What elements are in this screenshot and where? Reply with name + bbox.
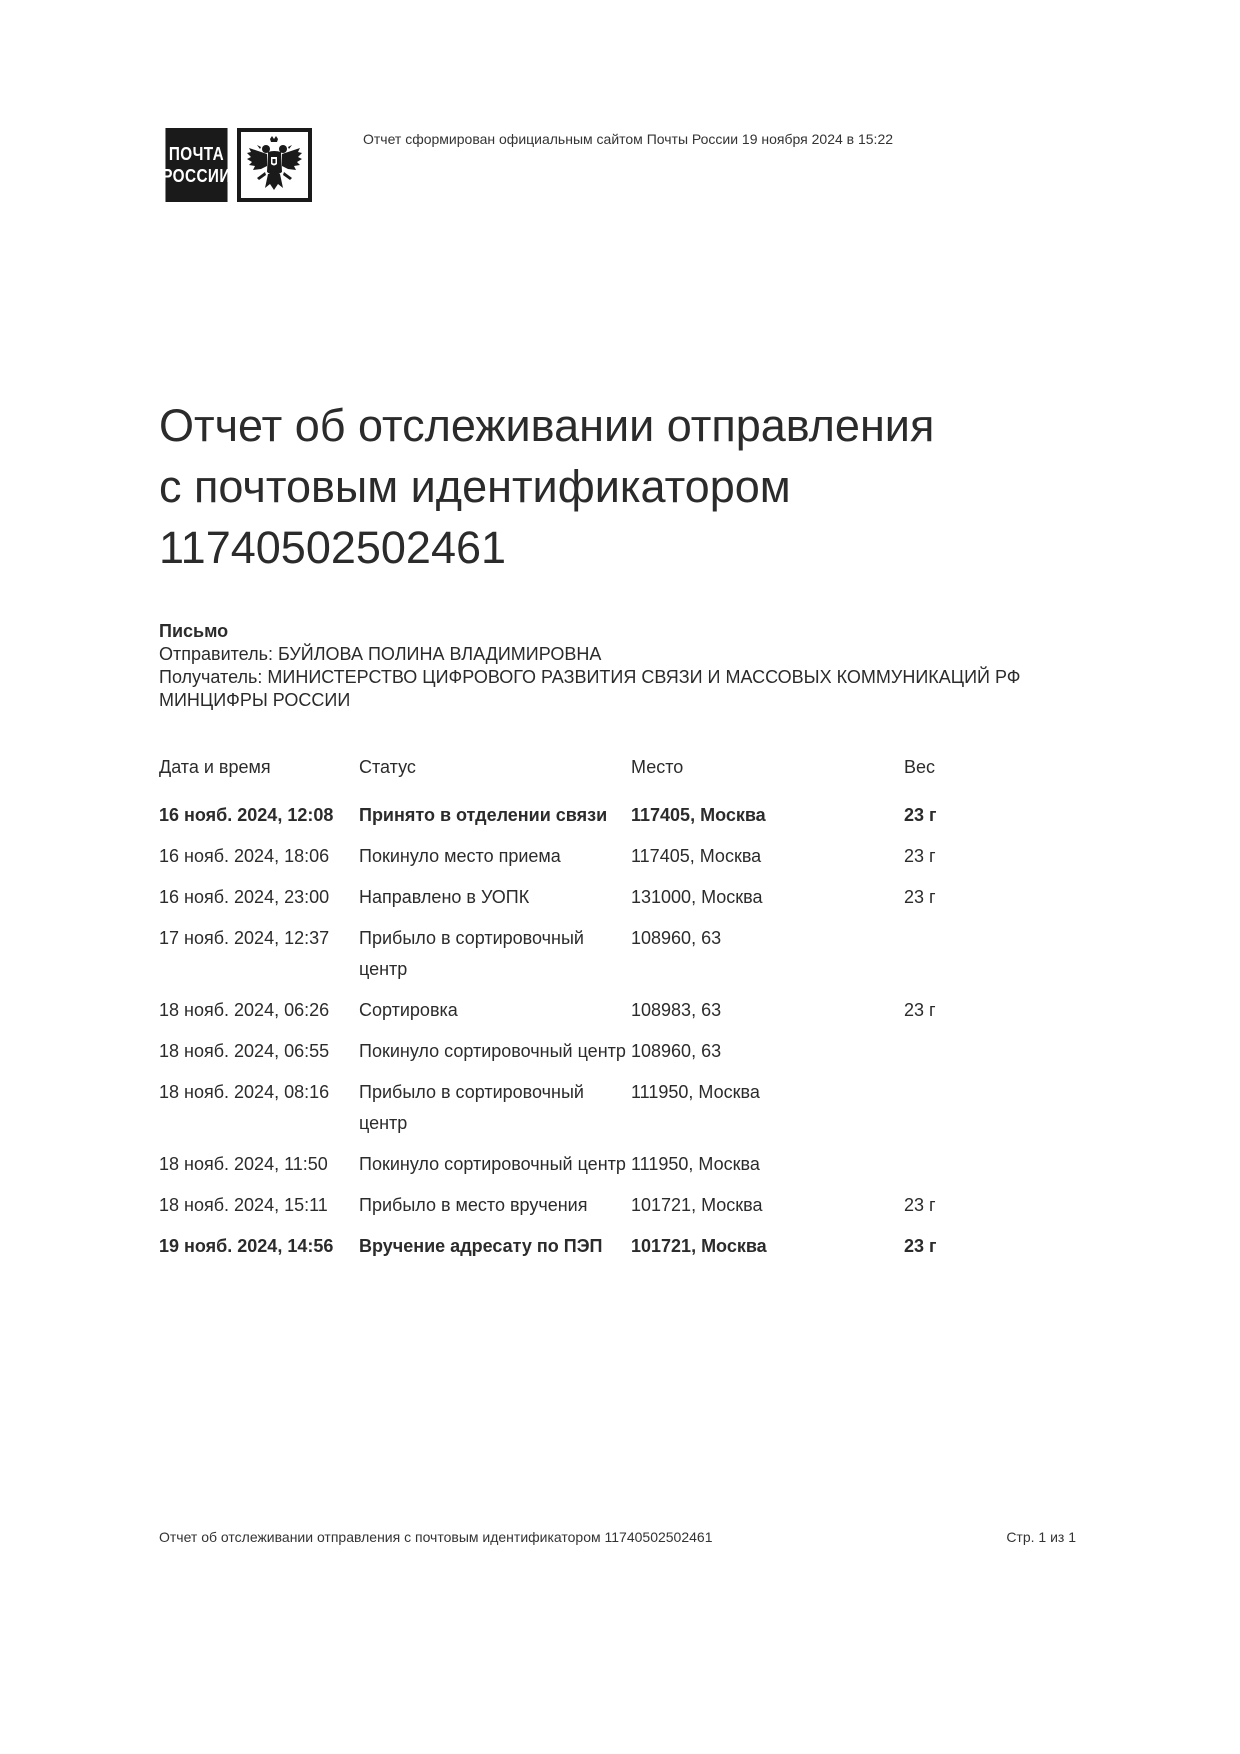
header-date: Дата и время: [159, 757, 271, 777]
header-place: Место: [631, 757, 684, 777]
row-place: 108983, 63: [631, 1000, 722, 1020]
header-weight: Вес: [904, 757, 936, 777]
footer-page-number: Стр. 1 из 1: [1006, 1529, 1076, 1545]
table-row: [159, 1231, 1059, 1262]
row-weight: 23 г: [904, 805, 937, 825]
tracking-number: 11740502502461: [159, 522, 507, 573]
sender: Отправитель: БУЙЛОВА ПОЛИНА ВЛАДИМИРОВНА: [159, 644, 602, 664]
row-place: 131000, Москва: [631, 887, 763, 907]
page-title: [159, 395, 1139, 578]
row-place: 108960, 63: [631, 928, 722, 948]
table-row: [159, 882, 1059, 913]
pochta-rossii-logo: [160, 128, 312, 202]
eagle-emblem-icon: [237, 128, 312, 202]
row-weight: 23 г: [904, 887, 936, 907]
row-status: Принято в отделении связи: [359, 805, 608, 825]
row-place: 117405, Москва: [631, 805, 766, 825]
row-status: Покинуло сортировочный центр: [359, 1154, 626, 1174]
row-date: 18 нояб. 2024, 06:55: [159, 1041, 330, 1061]
recipient-line-1: Получатель: МИНИСТЕРСТВО ЦИФРОВОГО РАЗВИТИЯ СВЯЗИ И МАССОВЫХ КОММУНИКАЦИЙ РФ: [159, 667, 1021, 687]
row-date: 17 нояб. 2024, 12:37: [159, 928, 330, 948]
row-place: 111950, Москва: [631, 1082, 760, 1102]
row-date: 19 нояб. 2024, 14:56: [159, 1236, 334, 1256]
recipient-line-2: МИНЦИФРЫ РОССИИ: [159, 690, 351, 710]
table-row: [159, 1190, 1059, 1221]
table-row: [159, 995, 1059, 1026]
row-place: 111950, Москва: [631, 1154, 760, 1174]
table-row: [159, 841, 1059, 872]
logo-line-1: ПОЧТА: [168, 144, 225, 164]
row-status: Вручение адресату по ПЭП: [359, 1236, 603, 1256]
row-weight: 23 г: [904, 846, 936, 866]
row-place: 108960, 63: [631, 1041, 722, 1061]
row-date: 18 нояб. 2024, 15:11: [159, 1195, 328, 1215]
table-row: [159, 1036, 1059, 1067]
table-header: [159, 756, 1059, 800]
tracking-table: [159, 756, 1059, 1272]
row-date: 16 нояб. 2024, 23:00: [159, 887, 330, 907]
report-generated-note: Отчет сформирован официальным сайтом Почты России 19 ноября 2024 в 15:22: [363, 131, 894, 147]
table-row: [159, 1149, 1059, 1180]
row-status: Прибыло в сортировочный центр: [359, 928, 584, 979]
shipment-info: [159, 620, 1119, 712]
logo-wordmark: [162, 128, 231, 202]
row-status: Прибыло в сортировочный центр: [359, 1082, 584, 1133]
row-status: Прибыло в место вручения: [359, 1195, 588, 1215]
title-line-1: Отчет об отслеживании отправления: [159, 400, 935, 451]
row-status: Направлено в УОПК: [359, 887, 530, 907]
row-status: Покинуло место приема: [359, 846, 561, 866]
row-weight: 23 г: [904, 1195, 936, 1215]
row-date: 18 нояб. 2024, 11:50: [159, 1154, 328, 1174]
shipment-type: Письмо: [159, 621, 229, 641]
row-place: 117405, Москва: [631, 846, 762, 866]
table-row: [159, 1077, 1059, 1139]
row-weight: 23 г: [904, 1000, 936, 1020]
title-line-2: с почтовым идентификатором: [159, 461, 791, 512]
row-place: 101721, Москва: [631, 1236, 767, 1256]
row-place: 101721, Москва: [631, 1195, 763, 1215]
table-row: [159, 800, 1059, 831]
header-status: Статус: [359, 757, 416, 777]
row-status: Сортировка: [359, 1000, 458, 1020]
row-date: 18 нояб. 2024, 08:16: [159, 1082, 330, 1102]
row-date: 16 нояб. 2024, 18:06: [159, 846, 330, 866]
row-status: Покинуло сортировочный центр: [359, 1041, 626, 1061]
row-weight: 23 г: [904, 1236, 937, 1256]
row-date: 16 нояб. 2024, 12:08: [159, 805, 334, 825]
footer-report-title: Отчет об отслеживании отправления с почтовым идентификатором 11740502502461: [159, 1529, 713, 1545]
table-row: [159, 923, 1059, 985]
logo-line-2: РОССИИ: [162, 166, 231, 186]
row-date: 18 нояб. 2024, 06:26: [159, 1000, 330, 1020]
